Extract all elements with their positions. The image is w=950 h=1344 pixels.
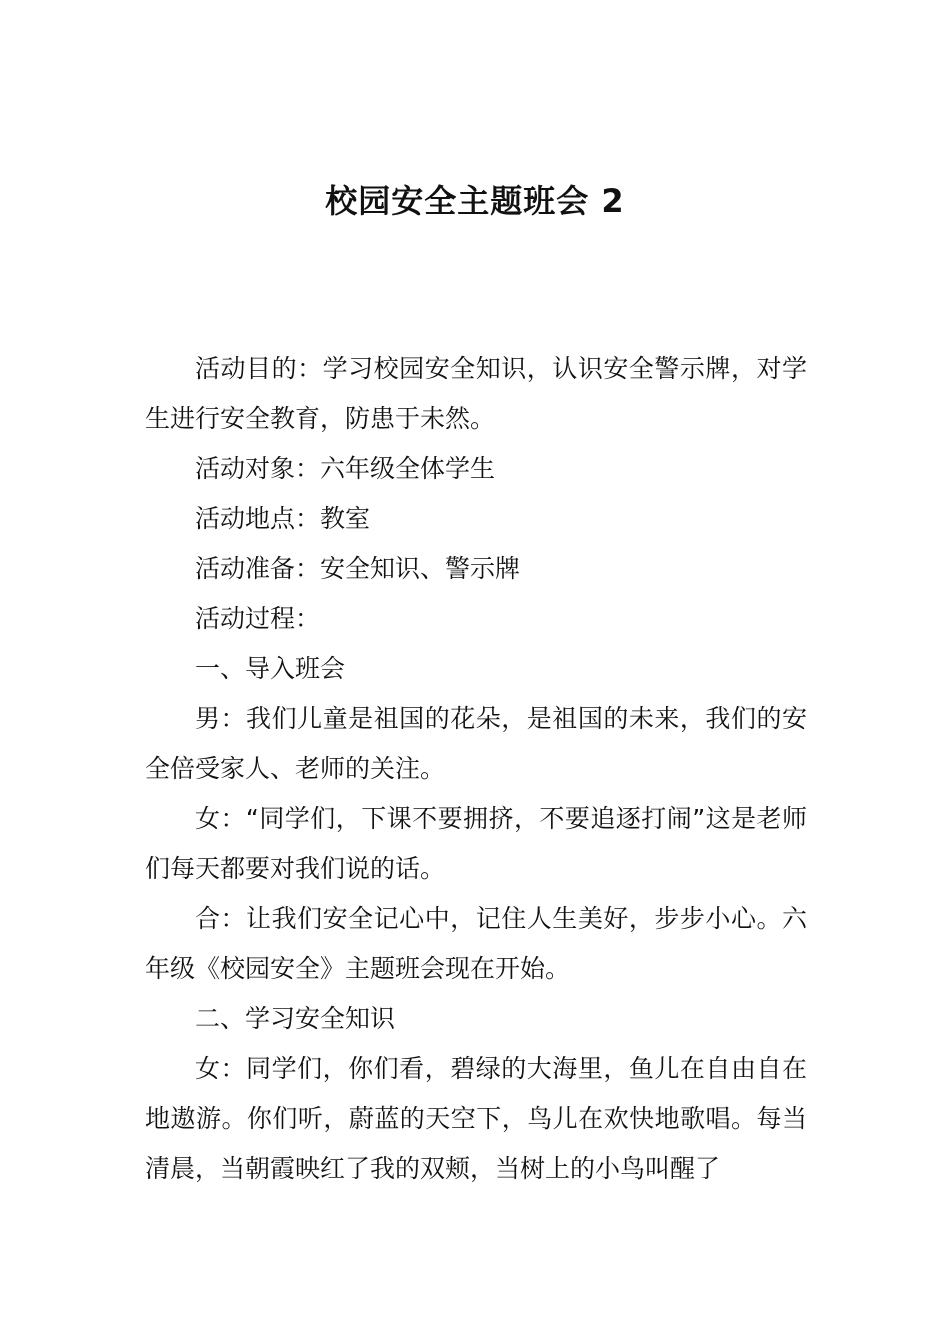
paragraph-girl: 女：“同学们，下课不要拥挤，不要追逐打闹”这是老师们每天都要对我们说的话。	[145, 804, 807, 883]
paragraph-process: 活动过程：	[195, 604, 321, 633]
paragraph-audience: 活动对象：六年级全体学生	[195, 454, 496, 483]
section-heading-intro: 一、导入班会	[195, 654, 346, 683]
paragraph-boy: 男：我们儿童是祖国的花朵，是祖国的未来，我们的安全倍受家人、老师的关注。	[145, 704, 807, 783]
section-heading-knowledge: 二、学习安全知识	[195, 1004, 396, 1033]
paragraph-location: 活动地点：教室	[195, 504, 371, 533]
paragraph-girl-2: 女：同学们，你们看，碧绿的大海里，鱼儿在自由自在地遨游。你们听，蔚蓝的天空下，鸟儿在欢快地歌唱。每当清晨，当朝霞映红了我的双颊，当树上的小鸟叫醒了	[145, 1054, 807, 1183]
document-title: 校园安全主题班会 2	[325, 182, 625, 221]
paragraph-together: 合：让我们安全记心中，记住人生美好，步步小心。六年级《校园安全》主题班会现在开始。	[145, 904, 807, 983]
paragraph-purpose: 活动目的：学习校园安全知识，认识安全警示牌，对学生进行安全教育，防患于未然。	[145, 354, 807, 433]
paragraph-preparation: 活动准备：安全知识、警示牌	[195, 554, 521, 583]
document-body	[145, 344, 807, 1194]
